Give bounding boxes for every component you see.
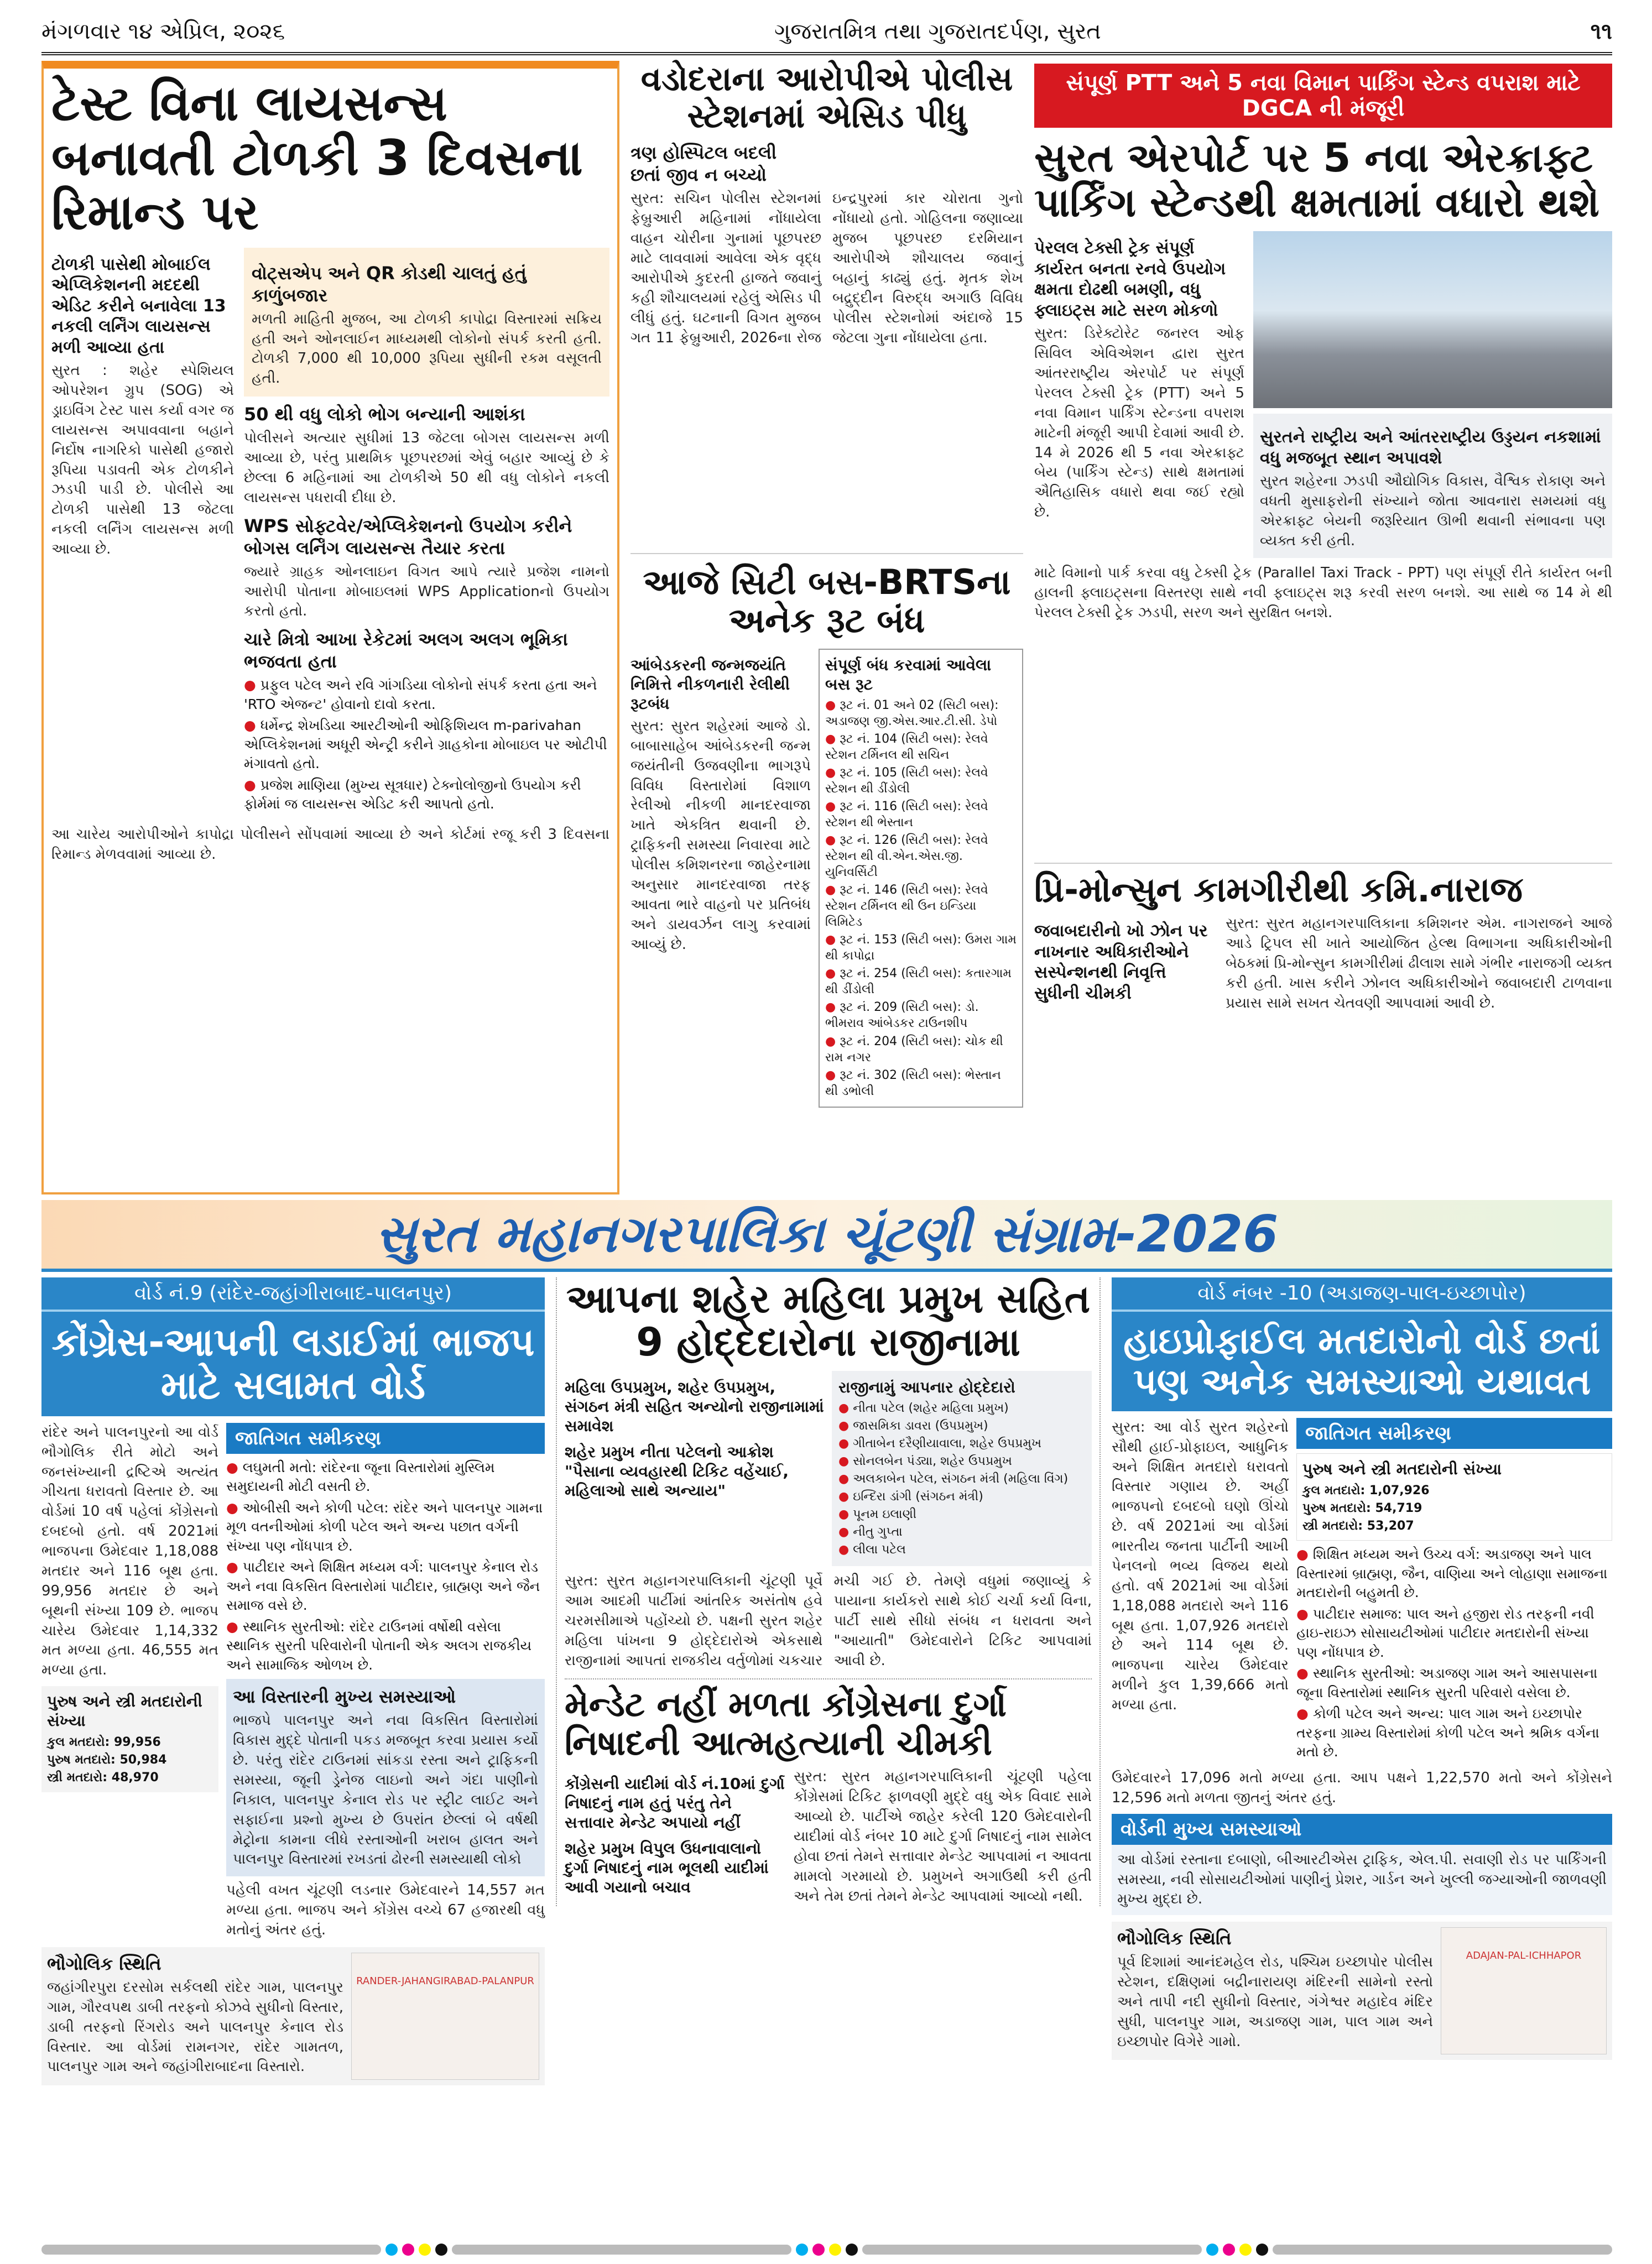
story-body: સુરત: સુરત મહાનગરપાલિકાની ચૂંટણી પૂર્વે આમ આદમી પાર્ટીમાં આંતરિક અસંતોષ હવે ચરમસીમાએ પહોંચ્યો છે. પક્ષની સુરત શહેર મહિલા પાંખના 9 હોદ્દેદારોએ એકસાથે રાજીનામાં આપતાં રાજકીય વર્તુળોમાં ચકચાર મચી ગઈ છે. તેમણે વધુમાં જણાવ્યું કે પાયાના કાર્યકરો સાથે કોઈ ચર્ચા કર્યા વિના, પાર્ટી સાથે સીધો સંબંધ ન ધરાવતા અને "આયાતી" ઉમેદવારોને ટિકિટ આપવામાં આવી છે. [565,1573,1092,1669]
caste-title: જાતિગત સમીકરણ [226,1423,545,1454]
story-body: સુરત: સચિન પોલીસ સ્ટેશનમાં ફેબ્રુઆરી મહિનામાં નોંધાયેલા વાહન ચોરીના ગુનામાં પૂછપરછ માટે લાવવામાં આવેલા એક વૃદ્ધ આરોપીએ કુદરતી હાજતે જવાનું કહી શૌચાલયમાં રહેલું એસિડ પી લીધું હતું. ઘટનાની વિગત મુજબ ગત 11 ફેબ્રુઆરી, 2026ના રોજ ઇન્દ્રપુરમાં કાર ચોરાતા ગુનો નોંધાયો હતો. ગોહિલના જણાવ્યા મુજબ પૂછપરછ દરમિયાન આરોપીએ શૌચાલય જવાનું બહાનું કાઢ્યું હતું. મૃતક શેખ બદ્રુદ્દીન વિરુદ્ધ અગાઉ વિવિધ પોલીસ સ્ટેશનોમાં અંદાજે 15 જેટલા ગુના નોંધાયેલા હતા. [630,190,1023,346]
subhead: WPS સોફ્ટવેર/એપ્લિકેશનનો ઉપયોગ કરીને બોગસ લર્નિંગ લાયસન્સ તૈયાર કરતા [244,515,572,559]
list-item: ● સોનલબેન પંડ્યા, શહેર ઉપપ્રમુખ [838,1453,1085,1469]
caste-list [226,1458,545,1675]
list-item: ● ઓબીસી અને કોળી પટેલ: રાંદેર અને પાલનપુર ગામના મૂળ વતનીઓમાં કોળી પટેલ અને અન્ય પછાત વર્ગની સંખ્યા પણ નોંધપાત્ર છે. [226,1499,545,1556]
total-voters: કુલ મતદારો: 99,956 [47,1735,161,1750]
story-body: સુરત: સુરત મહાનગરપાલિકાના કમિશનર એમ. નાગરાજને આજે આડે ટ્રિપલ સી ખાતે આયોજિત હેલ્થ વિભાગના અધિકારીઓની બેઠકમાં પ્રિ-મોન્સુન કામગીરીમાં ઢીલાશ સામે ગંભીર નારાજગી વ્યક્ત કરી હતી. ખાસ કરીને ઝોનલ અધિકારીઓને જવાબદારી ટાળવાના પ્રયાસ સામે સખત ચેતવણી આપવામાં આવી છે. [1226,915,1612,1011]
headline: પ્રિ-મોન્સુન કામગીરીથી કમિ.નારાજ [1034,869,1523,910]
ward-map [351,1953,539,2080]
voters-box [41,1686,218,1792]
male-voters: પુરુષ મતદારો: 54,719 [1302,1501,1422,1515]
resigners-list [838,1400,1085,1558]
routes-list [825,697,1017,1099]
route-item: ● રૂટ નં. 01 અને 02 (સિટી બસ): અડાજણ જી.એસ.આર.ટી.સી. ડેપો [825,697,1017,729]
intro: ટોળકી પાસેથી મોબાઈલ એપ્લિકેશનની મદદથી એડિટ કરીને બનાવેલા 13 નકલી લર્નિંગ લાયસન્સ મળી આવ્યા હતા [51,254,226,357]
story-body: સુરત: ડિરેક્ટોરેટ જનરલ ઓફ સિવિલ એવિએશન દ્વારા સુરત આંતરરાષ્ટ્રીય એરપોર્ટ પર સંપૂર્ણ પેરલલ ટેક્સી ટ્રેક (PTT) અને 5 નવા વિમાન પાર્કિંગ સ્ટેન્ડના વપરાશ માટેની મંજૂરી આપી દેવામાં આવી છે. 14 મે 2026 થી 5 નવા એરક્રાફ્ટ બેય (પાર્કિંગ સ્ટેન્ડ) સાથે ક્ષમતામાં ઐતિહાસિક વધારો થવા જઈ રહ્યો છે. [1034,325,1244,521]
problems-box [226,1679,545,1876]
voters-box [1296,1453,1612,1541]
list-item: ● નીતા પટેલ (શહેર મહિલા પ્રમુખ) [838,1400,1085,1416]
route-item: ● રૂટ નં. 254 (સિટી બસ): કતારગામ થી ડીંડોલી [825,966,1017,998]
margin-text: ઉમેદવારને 17,096 મતો મળ્યા હતા. આપ પક્ષને 1,22,570 મતો અને કોંગ્રેસને 12,596 મતો મળતા જીતનું અંતર હતું. [1112,1769,1612,1806]
problems-body: આ વોર્ડમાં રસ્તાના દબાણો, બીઆરટીએસ ટ્રાફિક, એલ.પી. સવાણી રોડ પર પાર્કિંગની સમસ્યા, નવી સોસાયટીઓમાં પાણીનું પ્રેશર, ગાર્ડન અને ખુલ્લી જગ્યાઓની જાળવણી મુખ્ય મુદ્દા છે. [1112,1845,1612,1916]
airport-photo [1253,231,1612,408]
ward9-section [41,1277,545,2085]
problems-title: વોર્ડની મુખ્ય સમસ્યાઓ [1112,1814,1612,1845]
page-number: ૧૧ [1590,19,1612,44]
headline: મેન્ડેટ નહીં મળતા કોંગ્રેસના દુર્ગા નિષાદની આત્મહત્યાની ચીમકી [565,1684,1007,1763]
resigners-box [832,1371,1092,1566]
route-item: ● રૂટ નં. 146 (સિટી બસ): રેલવે સ્ટેશન ટર્મિનલ થી ઉન ઇન્ડિયા લિમિટેડ [825,882,1017,930]
voters-title: પુરુષ અને સ્ત્રી મતદારોની સંખ્યા [1302,1459,1502,1478]
deck: ત્રણ હોસ્પિટલ બદલી છતાં જીવ ન બચ્યો [630,142,777,186]
story-body-cont: માટે વિમાનો પાર્ક કરવા વધુ ટેક્સી ટ્રેક (Parallel Taxi Track - PPT) પણ સંપૂર્ણ રીતે કાર્યરત બની હાલની ફ્લાઇટ્સના વિસ્તરણ સાથે નવી ફ્લાઇટ્સ શરૂ કરવી સરળ બનશે. આ સાથે જ 14 મે થી પેરલલ ટેક્સી ટ્રેક ઝડપી, સરળ અને સુરક્ષિત બનશે. [1034,564,1612,621]
newspaper-name: ગુજરાતમિત્ર તથા ગુજરાતદર્પણ, સુરત [774,19,1101,44]
ward10-section [1112,1277,1612,2060]
acid-story [630,61,1023,348]
subhead: 50 થી વધુ લોકો ભોગ બન્યાની આશંકા [244,404,525,425]
box-title: વોટ્સએપ અને QR કોડથી ચાલતું હતું કાળુંબજાર [252,262,527,306]
sidebar-box [1253,414,1612,558]
strapline: સંપૂર્ણ PTT અને 5 નવા વિમાન પાર્કિંગ સ્ટેન્ડ વપરાશ માટે DGCA ની મંજૂરી [1034,64,1612,128]
monsoon-story [1034,863,1612,1014]
license-story [41,61,619,1194]
election-banner [41,1200,1612,1272]
route-item: ● રૂટ નં. 105 (સિટી બસ): રેલવે સ્ટેશન થી ડીંડોલી [825,765,1017,797]
male-voters: પુરુષ મતદારો: 50,984 [47,1753,167,1767]
list-item: ● પાટીદાર સમાજ: પાલ અને હજીરા રોડ તરફની નવી હાઇ-રાઇઝ સોસાયટીઓમાં પાટીદાર મતદારોની સંખ્યા પણ નોંધપાત્ર છે. [1296,1605,1612,1662]
list-item: ● સ્થાનિક સુરતીઓ: રાંદેર ટાઉનમાં વર્ષોથી વસેલા સ્થાનિક સુરતી પરિવારોની પોતાની એક અલગ રાજકીય અને સામાજિક ઓળખ છે. [226,1618,545,1675]
route-item: ● રૂટ નં. 153 (સિટી બસ): ઉમરા ગામ થી કાપોદ્રા [825,932,1017,964]
deck: કોંગ્રેસની યાદીમાં વોર્ડ નં.10માં દુર્ગા નિષાદનું નામ હતું પરંતુ તેને સત્તાવાર મેન્ડેટ અપાયો નહીં [565,1775,785,1832]
caste-title: જાતિગત સમીકરણ [1296,1418,1612,1449]
route-item: ● રૂટ નં. 116 (સિટી બસ): રેલવે સ્ટેશન થી ભેસ્તાન [825,799,1017,831]
subhead-body: જ્યારે ગ્રાહક ઓનલાઇન વિગત આપે ત્યારે પ્રજેશ નામનો આરોપી પોતાના મોબાઇલમાં WPS Applicationનો ઉપયોગ કરતો હતો. [244,563,609,620]
box-body: ભાજપે પાલનપુર અને નવા વિકસિત વિસ્તારોમાં વિકાસ મુદ્દે પોતાની પકડ મજબૂત કરવા પ્રયાસ કર્યો છે. પરંતુ રાંદેર ટાઉનમાં સાંકડા રસ્તા અને ટ્રાફિકની સમસ્યા, જૂની ડ્રેનેજ લાઇનો અને ગંદા પાણીનો નિકાલ, પાલનપુર કેનાલ રોડ પર સ્ટ્રીટ લાઈટ અને સફાઈના પ્રશ્નો મુખ્ય છે ઉપરાંત છેલ્લાં બે વર્ષથી મેટ્રોના કામના લીધે રસ્તાઓની ખરાબ હાલત અને પાલનપુર વિસ્તારમાં રખડતાં ઢોરની સમસ્યાથી લોકો [233,1712,538,1868]
list-item: ● અલકાબેન પટેલ, સંગઠન મંત્રી (મહિલા વિંગ) [838,1471,1085,1487]
list-item: ● પૂનમ ઇલાણી [838,1506,1085,1522]
caste-list [1296,1545,1612,1762]
list-item: ● ઇન્દિરા ડાંગી (સંગઠન મંત્રી) [838,1489,1085,1505]
voters-title: પુરુષ અને સ્ત્રી મતદારોની સંખ્યા [47,1692,202,1730]
closing-text: આ ચારેય આરોપીઓને કાપોદ્રા પોલીસને સોંપવામાં આવ્યા છે અને કોર્ટમાં રજૂ કરી 3 દિવસના રિમાન્ડ મેળવવામાં આવ્યા છે. [51,826,609,863]
geo-title: ભૌગોલિક સ્થિતિ [1117,1928,1232,1949]
banner-title: સુરત મહાનગરપાલિકા ચૂંટણી સંગ્રામ-2026 [375,1204,1279,1264]
list-item: ● પ્રફુલ પટેલ અને રવિ ગાંગડિયા લોકોનો સંપર્ક કરતા હતા અને 'RTO એજન્ટ' હોવાનો દાવો કરતા. [244,676,609,714]
story-body: સુરત: સુરત મહાનગરપાલિકાની ચૂંટણી પહેલા કોંગ્રેસમાં ટિકિટ ફાળવણી મુદ્દે વધુ એક વિવાદ સામે આવ્યો છે. પાર્ટીએ જાહેર કરેલી 120 ઉમેદવારોની યાદીમાં વોર્ડ નંબર 10 માટે દુર્ગા નિષાદનું નામ સામેલ હોવા છતાં તેમને સત્તાવાર મેન્ડેટ આપવામાં ન આવતા મામલો ગરમાયો છે. પ્રમુખને અગાઉથી કરી હતી અને તેમ છતાં તેમને મેન્ડેટ આપવામાં આવ્યો નથી. [794,1769,1092,1905]
list-item: ● ધર્મેન્દ્ર શેખડિયા આરટીઓની ઓફિશિયલ m-parivahan એપ્લિકેશનમાં અધૂરી એન્ટ્રી કરીને ગ્રાહકોના મોબાઇલ પર ઓટીપી મંગાવતો હતો. [244,716,609,774]
list-item: ● શિક્ષિત મધ્યમ અને ઉચ્ચ વર્ગ: અડાજણ અને પાલ વિસ્તારમાં બ્રાહ્મણ, જૈન, વાણિયા અને લોહાણા સમાજના મતદારોની બહુમતી છે. [1296,1545,1612,1603]
map-label: ADAJAN-PAL-ICHHAPOR [1466,1950,1582,1962]
roles-list [244,676,609,814]
headline: આજે સિટી બસ-BRTSના અનેક રૂટ બંધ [643,562,1011,641]
closed-routes-box [819,649,1023,1108]
sidebar-box [244,248,609,397]
list-item: ● પાટીદાર અને શિક્ષિત મધ્યમ વર્ગ: પાલનપુર કેનાલ રોડ અને નવા વિકસિત વિસ્તારોમાં પાટીદાર, બ્રાહ્મણ અને જૈન સમાજ વસે છે. [226,1558,545,1615]
subhead-body: પોલીસને અત્યાર સુધીમાં 13 જેટલા બોગસ લાયસન્સ મળી આવ્યા છે, પરંતુ પ્રાથમિક પૂછપરછમાં એવું બહાર આવ્યું છે કે છેલ્લા 6 મહિનામાં આ ટોળકીએ 50 થી વધુ લોકોને નકલી લાયસન્સ પધરાવી દીધા છે. [244,430,609,506]
deck: જવાબદારીનો ખો ઝોન પર નાખનાર અધિકારીઓને સસ્પેન્શનથી નિવૃત્તિ સુધીની ચીમકી [1034,921,1208,1003]
list-item: ● નીતુ ગુપ્તા [838,1524,1085,1540]
deck: આંબેડકરની જન્મજયંતિ નિમિત્તે નીકળનારી રેલીથી રૂટબંધ [630,655,790,713]
box-body: મળતી માહિતી મુજબ, આ ટોળકી કાપોદ્રા વિસ્તારમાં સક્રિય હતી અને ઓનલાઈન માધ્યમથી લોકોનો સંપર્ક કરતી હતી. ટોળકી 7,000 થી 10,000 રૂપિયા સુધીની રકમ વસૂલતી હતી. [252,310,602,387]
subhead: ચારે મિત્રો આખા રેકેટમાં અલગ અલગ ભૂમિકા ભજવતા હતા [244,629,568,672]
list-item: ● લીલા પટેલ [838,1542,1085,1558]
box-title: રાજીનામું આપનાર હોદ્દેદારો [838,1378,1015,1396]
page-header [41,11,1612,55]
intro: પેરલલ ટેક્સી ટ્રેક સંપૂર્ણ કાર્યરત બનતા રનવે ઉપયોગ ક્ષમતા દોઢથી બમણી, વધુ ફ્લાઇટ્સ માટે સરળ મોકળો [1034,238,1226,320]
map-label: RANDER-JAHANGIRABAD-PALANPUR [356,1975,534,1987]
headline: વડોદરાના આરોપીએ પોલીસ સ્ટેશનમાં એસિડ પીધુ [640,60,1013,136]
box-title: સુરતને રાષ્ટ્રીય અને આંતરરાષ્ટ્રીય ઉડ્ડયન નકશામાં વધુ મજબૂત સ્થાન અપાવશે [1260,427,1601,468]
geo-body: જહાંગીરપુરા દરસોમ સર્કલથી રાંદેર ગામ, પાલનપુર ગામ, ગૌરવપથ ડાબી તરફનો કોઝવે સુધીનો વિસ્તાર, ડાબી તરફનો રિંગરોડ અને પાલનપુર કેનાલ રોડ વિસ્તાર. આ વોર્ડમાં રામનગર, રાંદેર ગામતળ, પાલનપુર ગામ અને જહાંગીરાબાદના વિસ્તારો. [47,1979,343,2075]
durga-story [565,1678,1092,1906]
story-body: સુરત: સુરત શહેરમાં આજે ડો. બાબાસાહેબ આંબેડકરની જન્મ જયંતીની ઉજવણીના ભાગરૂપે વિવિધ વિસ્તારોમાં વિશાળ રેલીઓ નીકળી માનદરવાજા ખાતે એકત્રિત થવાની છે. ટ્રાફિકની સમસ્યા નિવારવા માટે પોલીસ કમિશનરના જાહેરનામા અનુસાર માનદરવાજા તરફ આવતા ભારે વાહનો પર પ્રતિબંધ અને ડાયવર્ઝન લાગુ કરવામાં આવ્યું છે. [630,717,811,953]
list-item: ● જાસમિકા ડાવરા (ઉપપ્રમુખ) [838,1418,1085,1434]
margin-text: પહેલી વખત ચૂંટણી લડનાર ઉમેદવારને 14,557 મત મળ્યા હતા. ભાજપ અને કોંગ્રેસ વચ્ચે 67 હજારથી વધુ મતોનું અંતર હતું. [226,1882,545,1939]
deck: શહેર પ્રમુખ નીતા પટેલનો આક્રોશ "પૈસાના વ્યવહારથી ટિકિટ વહેંચાઈ, મહિલાઓ સાથે અન્યાય" [565,1442,789,1500]
list-item: ● સ્થાનિક સુરતીઓ: અડાજણ ગામ અને આસપાસના જૂના વિસ્તારોમાં સ્થાનિક સુરતી પરિવારો વસેલા છે. [1296,1664,1612,1702]
route-item: ● રૂટ નં. 126 (સિટી બસ): રેલવે સ્ટેશન થી વી.એન.એસ.જી. યુનિવર્સિટી [825,832,1017,880]
box-body: સુરત શહેરના ઝડપી ઔદ્યોગિક વિકાસ, વૈશ્વિક રોકાણ અને વધતી મુસાફરોની સંખ્યાને જોતા આવનારા સમયમાં વધુ એરક્રાફ્ટ બેયની જરૂરિયાત ઊભી થવાની સંભાવના પણ વ્યક્ત કરી હતી. [1260,473,1606,549]
ward-map [1441,1927,1607,2054]
story-body: સુરત : શહેર સ્પેશિયલ ઓપરેશન ગ્રુપ (SOG) એ ડ્રાઇવિંગ ટેસ્ટ પાસ કર્યા વગર જ લાયસન્સ અપાવવાના બહાને નિર્દોષ નાગરિકો પાસેથી હજારો રૂપિયા પડાવતી એક ટોળકીને ઝડપી પાડી છે. પોલીસે આ ટોળકી પાસેથી 13 જેટલા નકલી લર્નિંગ લાયસન્સ મળી આવ્યા છે. [51,362,234,558]
list-item: ● પ્રજેશ માણિયા (મુખ્ય સૂત્રધાર) ટેક્નોલોજીનો ઉપયોગ કરી ફોર્મમાં જ લાયસન્સ એડિટ કરી આપતો હતો. [244,776,609,814]
headline: સુરત એરપોર્ટ પર 5 નવા એરક્રાફ્ટ પાર્કિંગ સ્ટેન્ડથી ક્ષમતામાં વધારો થશે [1034,134,1599,226]
list-item: ● કોળી પટેલ અને અન્ય: પાલ ગામ અને ઇચ્છાપોર તરફના ગ્રામ્ય વિસ્તારોમાં કોળી પટેલ અને શ્રમિક વર્ગના મતો છે. [1296,1704,1612,1762]
issue-date: મંગળવાર ૧૪ એપ્રિલ, ૨૦૨૬ [41,19,285,44]
story-body: રાંદેર અને પાલનપુરનો આ વોર્ડ ભૌગોલિક રીતે મોટો અને જનસંખ્યાની દ્રષ્ટિએ અત્યંત ગીચતા ધરાવતો વિસ્તાર છે. આ વોર્ડમાં 10 વર્ષ પહેલાં કોંગ્રેસનો દબદબો હતો. વર્ષ 2021માં ભાજપના ઉમેદવાર 1,18,088 મતદાર અને 116 બૂથ હતા. 99,956 મતદાર છે અને બૂથની સંખ્યા 109 છે. ભાજપ ચારેય ઉમેદવાર 1,14,332 મત મળ્યા હતા. 46,555 મત મળ્યા હતા. [41,1423,218,1679]
list-item: ● ગીતાબેન દરૈણીયાવાલા, શહેર ઉપપ્રમુખ [838,1436,1085,1452]
geo-box [41,1947,545,2085]
female-voters: સ્ત્રી મતદારો: 48,970 [47,1770,159,1785]
registration-bar [41,2243,1612,2256]
story-body: સુરત: આ વોર્ડ સુરત શહેરનો સૌથી હાઈ-પ્રોફાઇલ, આધુનિક અને શિક્ષિત મતદારો ધરાવતો વિસ્તાર ગણાય છે. અહીં ભાજપનો દબદબો ઘણો ઊંચો છે. વર્ષ 2021માં આ વોર્ડમાં ભારતીય જનતા પાર્ટીની આખી પેનલનો ભવ્ય વિજય થયો હતો. વર્ષ 2021માં આ વોર્ડમાં 1,18,088 મતદારો અને 116 બૂથ હતા. 1,07,926 મતદારો છે અને 114 બૂથ છે. ભાજપના ચારેય ઉમેદવાર મળીને કુલ 1,39,666 મતો મળ્યા હતા. [1112,1418,1289,1714]
total-voters: કુલ મતદારો: 1,07,926 [1302,1483,1430,1498]
deck: મહિલા ઉપપ્રમુખ, શહેર ઉપપ્રમુખ, સંગઠન મંત્રી સહિત અન્યોનો રાજીનામામાં સમાવેશ [565,1378,824,1435]
route-item: ● રૂટ નં. 104 (સિટી બસ): રેલવે સ્ટેશન ટર્મિનલ થી સચિન [825,731,1017,763]
box-title: આ વિસ્તારની મુખ્ય સમસ્યાઓ [233,1686,456,1708]
geo-title: ભૌગોલિક સ્થિતિ [47,1953,161,1974]
route-item: ● રૂટ નં. 209 (સિટી બસ): ડો. ભીમરાવ આંબેડકર ટાઉનશીપ [825,999,1017,1031]
airport-story [1034,64,1612,623]
route-item: ● રૂટ નં. 204 (સિટી બસ): ચોક થી રામ નગર [825,1034,1017,1066]
middle-column [556,1277,1101,1906]
headline: ટેસ્ટ વિના લાયસન્સ બનાવતી ટોળકી 3 દિવસના રિમાન્ડ પર [51,75,583,241]
female-voters: સ્ત્રી મતદારો: 53,207 [1302,1519,1414,1533]
list-item: ● લઘુમતી મતો: રાંદેરના જૂના વિસ્તારોમાં મુસ્લિમ સમુદાયની મોટી વસતી છે. [226,1458,545,1496]
ward-label: વોર્ડ નંબર -10 (અડાજણ-પાલ-ઇચ્છાપોર) [1112,1277,1612,1312]
geo-body: પૂર્વ દિશામાં આનંદમહેલ રોડ, પશ્ચિમ ઇચ્છાપોર પોલીસ સ્ટેશન, દક્ષિણમાં બદ્રીનારાયણ મંદિરની સામેનો રસ્તો અને તાપી નદી સુધીનો વિસ્તાર, ગંગેશ્વર મહાદેવ મંદિર સુધી, પાલનપુર ગામ, અડાજણ ગામ, પાલ ગામ અને ઇચ્છાપોર વિગેરે ગામો. [1117,1954,1433,2050]
ward-label: વોર્ડ નં.9 (રાંદેર-જહાંગીરાબાદ-પાલનપુર) [41,1277,545,1312]
headline: હાઇપ્રોફાઈલ મતદારોનો વોર્ડ છતાં પણ અનેક સમસ્યાઓ યથાવત [1112,1312,1612,1411]
headline: આપના શહેર મહિલા પ્રમુખ સહિત 9 હોદ્દેદારોના રાજીનામા [566,1276,1091,1365]
deck: શહેર પ્રમુખ વિપુલ ઉધનાવાલાનો દુર્ગા નિષાદનું નામ ભૂલથી યાદીમાં આવી ગયાનો બચાવ [565,1839,769,1897]
geo-box [1112,1922,1612,2060]
box-title: સંપૂર્ણ બંધ કરવામાં આવેલા બસ રૂટ [825,655,992,693]
resignation-story [565,1277,1092,1671]
headline: કોંગ્રેસ-આપની લડાઈમાં ભાજપ માટે સલામત વોર્ડ [41,1312,545,1416]
route-item: ● રૂટ નં. 302 (સિટી બસ): ભેસ્તાન થી ડભોલી [825,1067,1017,1099]
brts-story [630,553,1023,1108]
